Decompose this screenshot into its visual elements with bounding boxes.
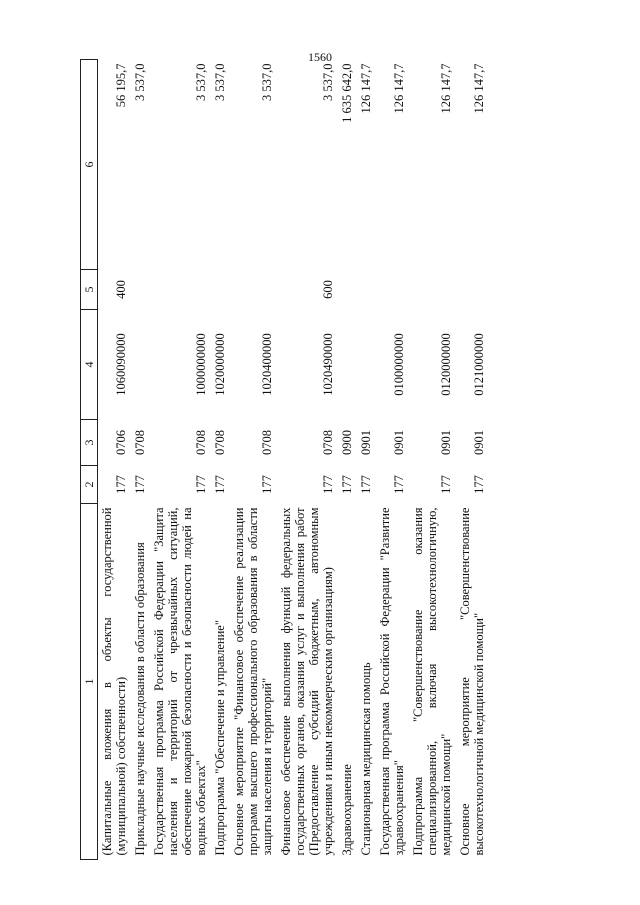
row-section: 0901: [472, 430, 486, 455]
row-code: 177: [321, 475, 335, 494]
table-row: [211, 60, 230, 860]
row-name: Государственная программа Российской Федерации "Развитие здравоохранения": [378, 507, 406, 856]
table-row: [150, 60, 211, 860]
row-code: 177: [114, 475, 128, 494]
row-amount: 3 537,0: [133, 63, 147, 101]
row-type: [376, 270, 409, 310]
table-row: [456, 60, 489, 860]
header-col-4: 4: [81, 310, 98, 420]
row-amount: 56 195,7: [114, 63, 128, 108]
row-type: [131, 270, 150, 310]
row-target: [357, 310, 376, 420]
row-name: Здравоохранение: [340, 764, 354, 856]
row-section: 0900: [340, 430, 354, 455]
table-row: [98, 60, 132, 860]
budget-table: [80, 59, 489, 860]
table-row: [357, 60, 376, 860]
row-name: Финансовое обеспечение выполнения функций федеральных государственных органов, оказания услуг и выполнения работ (Предоставление субсидий бюджетным, автономным учреждениям и иным некоммерческим организациям): [279, 507, 335, 856]
row-code: 177: [260, 475, 274, 494]
table-wrapper: [80, 60, 600, 860]
row-amount: 126 147,7: [359, 63, 373, 114]
table-header-row: [81, 60, 98, 860]
row-code: 177: [392, 475, 406, 494]
page-number: 1560: [308, 50, 332, 64]
row-target: [338, 310, 357, 420]
row-amount: 3 537,0: [321, 63, 335, 101]
row-section: 0901: [359, 430, 373, 455]
row-type: [211, 270, 230, 310]
table-row: [409, 60, 456, 860]
row-target: 1020000000: [213, 333, 227, 396]
row-code: 177: [133, 475, 147, 494]
header-col-3: 3: [81, 420, 98, 466]
row-type: [409, 270, 456, 310]
row-code: 177: [340, 475, 354, 494]
row-code: 177: [439, 475, 453, 494]
row-type: [456, 270, 489, 310]
row-amount: 3 537,0: [213, 63, 227, 101]
row-name: Основное мероприятие "Финансовое обеспечение реализации программ высшего профессионального образования в области защиты населения и территорий": [232, 507, 274, 856]
row-section: 0708: [194, 430, 208, 455]
row-amount: 126 147,7: [392, 63, 406, 114]
row-name: Подпрограмма "Обеспечение и управление": [213, 620, 227, 856]
row-target: 1020490000: [321, 333, 335, 396]
rotated-table-area: [80, 60, 600, 860]
table-row: [131, 60, 150, 860]
header-col-6: 6: [81, 60, 98, 270]
row-target: [131, 310, 150, 420]
row-section: 0708: [321, 430, 335, 455]
row-target: 1060090000: [114, 333, 128, 396]
row-amount: 1 635 642,0: [340, 63, 354, 123]
row-target: 1000000000: [194, 333, 208, 396]
header-col-5: 5: [81, 270, 98, 310]
row-section: 0708: [260, 430, 274, 455]
row-code: 177: [472, 475, 486, 494]
row-code: 177: [213, 475, 227, 494]
table-row: [376, 60, 409, 860]
row-type: [150, 270, 211, 310]
table-body: [98, 60, 490, 860]
row-amount: 126 147,7: [472, 63, 486, 114]
row-name: Государственная программа Российской Федерации "Защита населения и территорий от чрезвычайных ситуаций, обеспечение пожарной безопасности и безопасности людей на водных объектах": [152, 507, 208, 856]
row-target: 1020400000: [260, 333, 274, 396]
row-name: Прикладные научные исследования в области образования: [133, 542, 147, 856]
row-section: 0708: [213, 430, 227, 455]
row-type: 400: [114, 280, 128, 299]
row-section: 0706: [114, 430, 128, 455]
row-section: 0901: [392, 430, 406, 455]
row-amount: 126 147,7: [439, 63, 453, 114]
row-section: 0708: [133, 430, 147, 455]
row-type: [230, 270, 277, 310]
row-target: 0100000000: [392, 333, 406, 396]
row-name: (Капитальные вложения в объекты государственной (муниципальной) собственности): [100, 507, 128, 856]
row-amount: 3 537,0: [194, 63, 208, 101]
row-target: 0120000000: [439, 333, 453, 396]
row-name: Подпрограмма "Совершенствование оказания специализированной, включая высокотехнологичную, медицинской помощи": [411, 507, 453, 856]
row-type: [357, 270, 376, 310]
row-section: 0901: [439, 430, 453, 455]
row-type: [338, 270, 357, 310]
header-col-2: 2: [81, 466, 98, 504]
row-amount: 3 537,0: [260, 63, 274, 101]
row-name: Основное мероприятие "Совершенствование высокотехнологичной медицинской помощи": [458, 507, 486, 856]
row-target: 0121000000: [472, 333, 486, 396]
header-col-1: 1: [81, 504, 98, 860]
table-row: [277, 60, 338, 860]
table-row: [338, 60, 357, 860]
row-name: Стационарная медицинская помощь: [359, 662, 373, 856]
row-code: 177: [359, 475, 373, 494]
row-type: 600: [321, 280, 335, 299]
table-row: [230, 60, 277, 860]
row-code: 177: [194, 475, 208, 494]
